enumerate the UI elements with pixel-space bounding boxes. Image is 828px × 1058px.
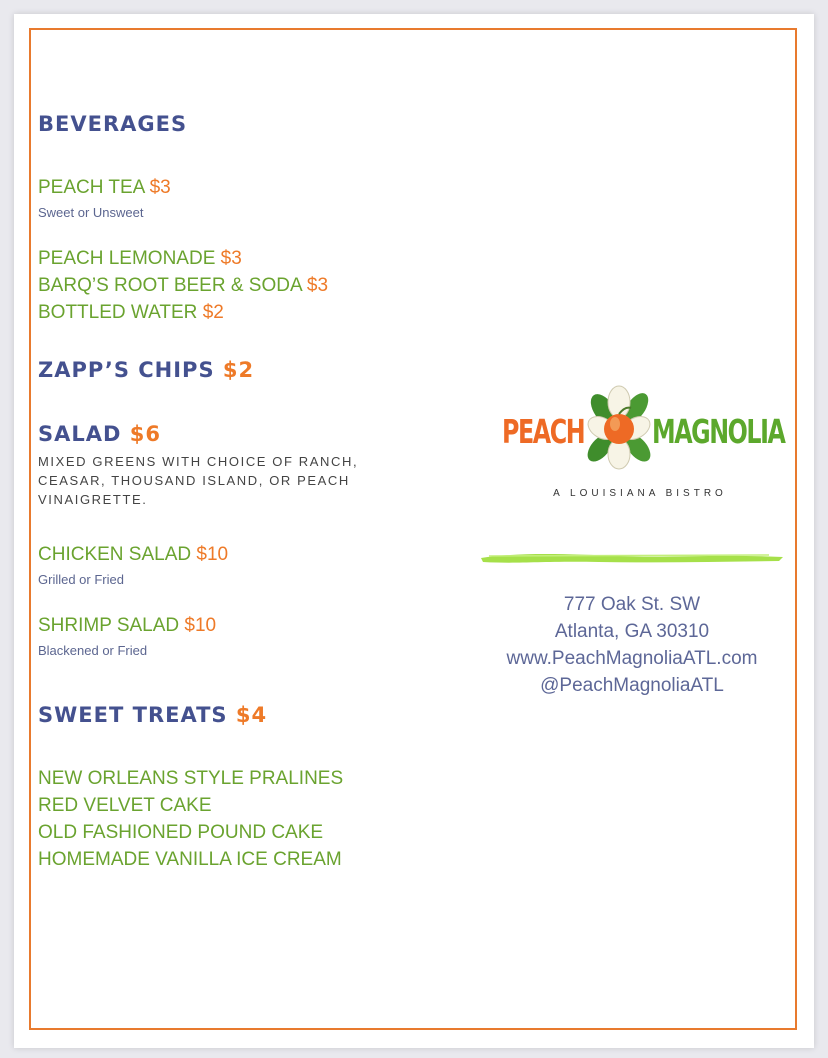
item-price: $3 bbox=[220, 248, 242, 269]
menu-item-ice-cream: HOMEMADE VANILLA ICE CREAM bbox=[38, 849, 342, 870]
heading-price: $4 bbox=[235, 703, 268, 727]
chips-heading bbox=[38, 358, 254, 382]
item-note: Blackened or Fried bbox=[38, 643, 148, 658]
address-line-2: Atlanta, GA 30310 bbox=[554, 621, 710, 642]
heading-price: $2 bbox=[222, 358, 255, 382]
social-handle[interactable]: @PeachMagnoliaATL bbox=[540, 675, 724, 696]
website-link[interactable]: www.PeachMagnoliaATL.com bbox=[506, 648, 758, 669]
menu-item-bottled-water bbox=[38, 302, 224, 324]
menu-item-shrimp-salad bbox=[38, 615, 216, 637]
item-name: CHICKEN SALAD bbox=[38, 544, 192, 565]
menu-item-peach-tea bbox=[38, 177, 171, 199]
beverages-heading: BEVERAGES bbox=[38, 112, 188, 136]
menu-item-root-beer bbox=[38, 275, 328, 297]
heading-text: ZAPP’S CHIPS bbox=[38, 358, 215, 382]
sweets-heading bbox=[38, 703, 267, 727]
item-price: $3 bbox=[149, 177, 171, 198]
item-name: PEACH LEMONADE bbox=[38, 248, 216, 269]
heading-text: SALAD bbox=[38, 422, 122, 446]
magnolia-flower-icon bbox=[586, 382, 652, 474]
menu-item-chicken-salad bbox=[38, 544, 228, 566]
menu-page bbox=[14, 14, 814, 1048]
green-brush-divider bbox=[479, 550, 785, 566]
salad-description: MIXED GREENS WITH CHOICE OF RANCH, CEASAR, THOUSAND ISLAND, OR PEACH VINAIGRETTE. bbox=[38, 454, 359, 507]
menu-item-pralines: NEW ORLEANS STYLE PRALINES bbox=[38, 768, 344, 789]
menu-item-red-velvet: RED VELVET CAKE bbox=[38, 795, 212, 816]
item-price: $10 bbox=[196, 544, 229, 565]
heading-text: SWEET TREATS bbox=[38, 703, 228, 727]
item-name: PEACH TEA bbox=[38, 177, 145, 198]
item-price: $3 bbox=[306, 275, 329, 296]
heading-price: $6 bbox=[129, 422, 161, 446]
logo-word-magnolia: MAGNOLIA bbox=[652, 412, 785, 451]
menu-item-pound-cake: OLD FASHIONED POUND CAKE bbox=[38, 822, 324, 843]
peach-magnolia-logo bbox=[500, 382, 785, 502]
item-name: BARQ’S ROOT BEER & SODA bbox=[38, 275, 302, 296]
address-line-1: 777 Oak St. SW bbox=[563, 594, 701, 615]
item-name: SHRIMP SALAD bbox=[38, 615, 180, 636]
item-note: Grilled or Fried bbox=[38, 572, 124, 587]
contact-block bbox=[482, 591, 782, 699]
item-name: BOTTLED WATER bbox=[38, 302, 198, 323]
salad-heading bbox=[38, 422, 161, 446]
logo-word-peach: PEACH bbox=[502, 412, 585, 451]
item-price: $10 bbox=[184, 615, 217, 636]
menu-item-peach-lemonade bbox=[38, 248, 242, 270]
item-note: Sweet or Unsweet bbox=[38, 205, 144, 220]
logo-tagline: A LOUISIANA BISTRO bbox=[553, 488, 727, 499]
item-price: $2 bbox=[202, 302, 224, 323]
